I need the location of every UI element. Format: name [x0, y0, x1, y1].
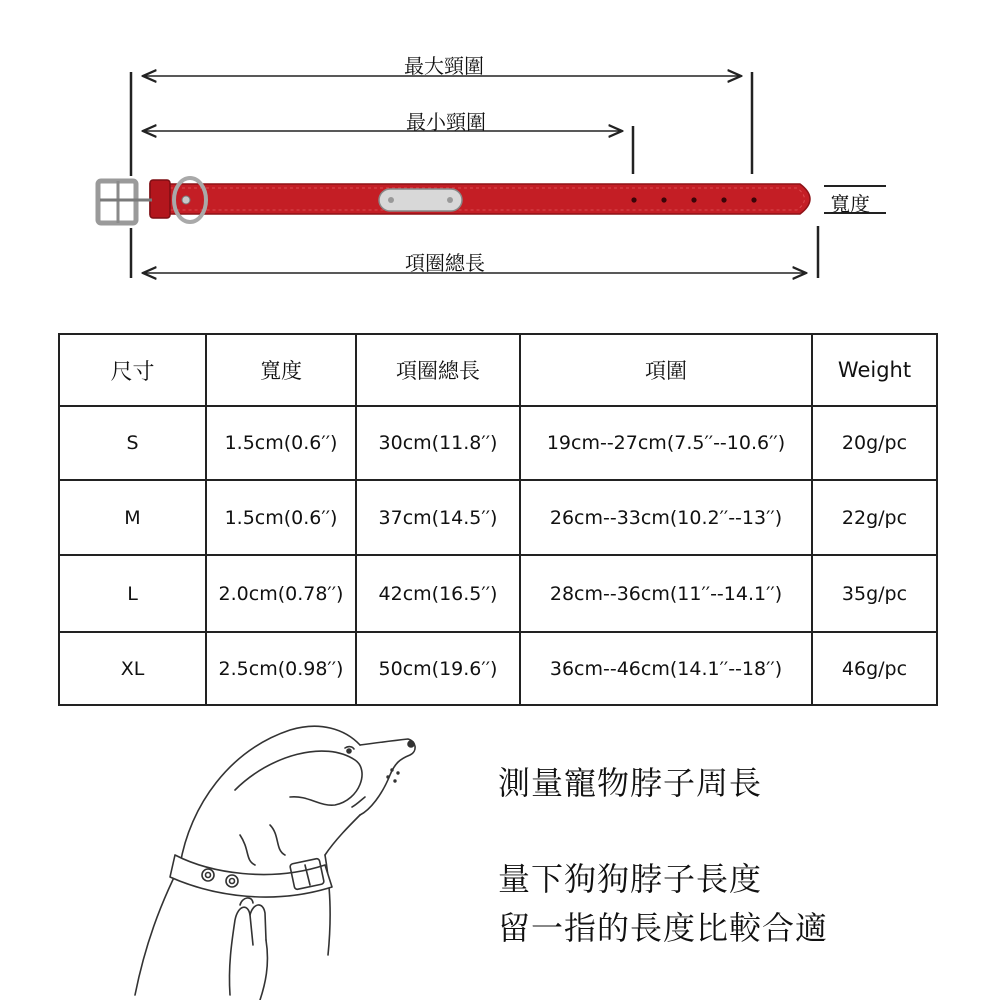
- cell-total-length: 37cm(14.5′′): [356, 480, 520, 555]
- cell-total-length: 42cm(16.5′′): [356, 555, 520, 632]
- collar-diagram-graphics: [0, 0, 1000, 300]
- table-row: [59, 555, 937, 632]
- cell-total-length: 30cm(11.8′′): [356, 406, 520, 480]
- instruction-measure-neck: 測量寵物脖子周長: [498, 764, 763, 802]
- dog-with-collar-icon: [120, 715, 440, 1000]
- cell-size: M: [59, 480, 206, 555]
- cell-width: 1.5cm(0.6′′): [206, 480, 356, 555]
- width-label: 寬度: [830, 192, 870, 216]
- cell-neck-range: 36cm--46cm(14.1′′--18′′): [520, 632, 812, 705]
- collar-strap: [150, 180, 810, 218]
- cell-neck-range: 19cm--27cm(7.5′′--10.6′′): [520, 406, 812, 480]
- max-neck-label: 最大頸圍: [404, 54, 484, 78]
- cell-size: L: [59, 555, 206, 632]
- collar-diagram: [0, 0, 1000, 300]
- cell-weight: 22g/pc: [812, 480, 937, 555]
- header-neck-range: 項圍: [520, 334, 812, 406]
- table-row: [59, 480, 937, 555]
- header-weight: Weight: [812, 334, 937, 406]
- name-plate-icon: [379, 189, 462, 211]
- cell-size: S: [59, 406, 206, 480]
- cell-width: 2.0cm(0.78′′): [206, 555, 356, 632]
- total-length-label: 項圈總長: [405, 251, 485, 275]
- table-header-row: [59, 334, 937, 406]
- instruction-measure-length: 量下狗狗脖子長度: [498, 860, 763, 898]
- header-width: 寬度: [206, 334, 356, 406]
- table-row: [59, 632, 937, 705]
- cell-weight: 20g/pc: [812, 406, 937, 480]
- buckle-icon: [98, 181, 152, 223]
- dog-illustration: [120, 715, 440, 1000]
- min-neck-label: 最小頸圍: [406, 110, 486, 134]
- cell-total-length: 50cm(19.6′′): [356, 632, 520, 705]
- cell-weight: 46g/pc: [812, 632, 937, 705]
- instruction-leave-finger-space: 留一指的長度比較合適: [498, 909, 829, 947]
- cell-width: 2.5cm(0.98′′): [206, 632, 356, 705]
- cell-size: XL: [59, 632, 206, 705]
- table-row: [59, 406, 937, 480]
- cell-neck-range: 28cm--36cm(11′′--14.1′′): [520, 555, 812, 632]
- rivet-icon: [182, 196, 190, 204]
- size-table: [58, 333, 938, 706]
- cell-width: 1.5cm(0.6′′): [206, 406, 356, 480]
- cell-weight: 35g/pc: [812, 555, 937, 632]
- cell-neck-range: 26cm--33cm(10.2′′--13′′): [520, 480, 812, 555]
- header-size: 尺寸: [59, 334, 206, 406]
- header-total-length: 項圈總長: [356, 334, 520, 406]
